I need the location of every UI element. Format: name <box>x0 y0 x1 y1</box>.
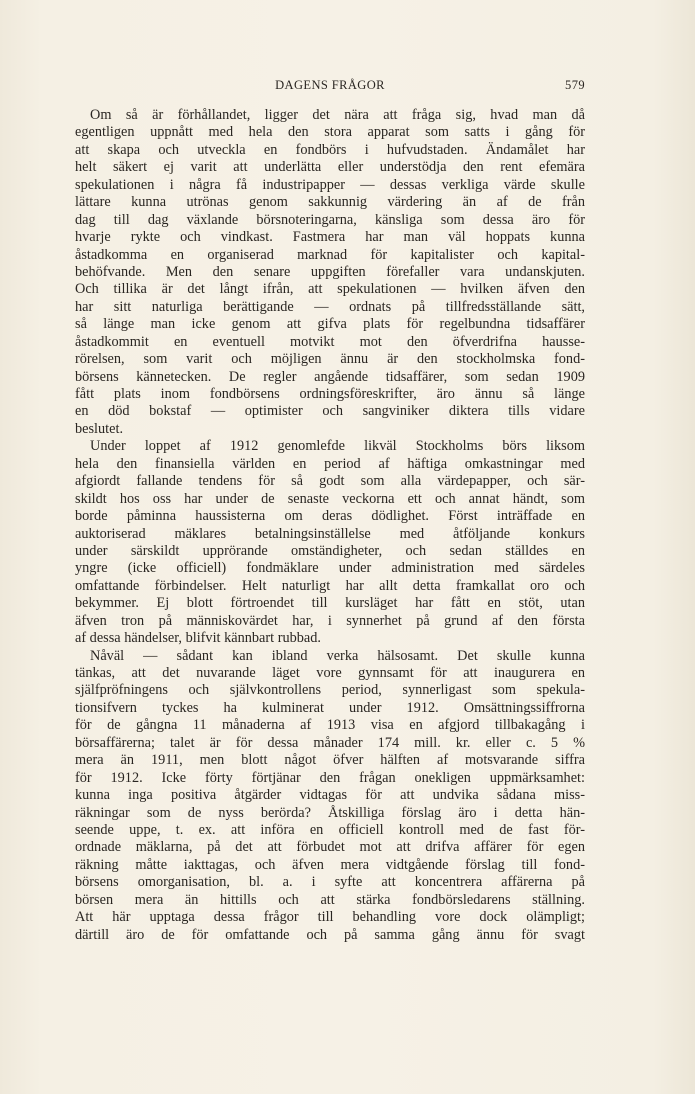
text-line: att skapa och utveckla en fondbörs i hufvudstaden. Ändamålet har <box>75 141 585 158</box>
text-line: bekymmer. Ej blott förtroendet till kursläget har fått en stöt, utan <box>75 595 585 612</box>
text-line: för de gångna 11 månaderna af 1913 visa en afgjord tillbakagång i <box>75 717 585 734</box>
text-line: egentligen uppnått med hela den stora apparat som satts i gång för <box>75 124 585 141</box>
text-line: räkning måtte iakttagas, och äfven mera vidtgående förslag till fond- <box>75 856 585 873</box>
text-line: Och tillika är det långt ifrån, att spekulationen — hvilken äfven den <box>75 281 585 298</box>
text-line: har sitt naturliga berättigande — ordnats på tillfredsställande sätt, <box>75 298 585 315</box>
text-line: åstadkomma en organiserad marknad för kapitalister och kapital- <box>75 246 585 263</box>
text-line: för 1912. Icke förty förtjänar den frågan onekligen uppmärksamhet: <box>75 769 585 786</box>
text-line: rörelsen, som varit och möjligen ännu är den stockholmska fond- <box>75 351 585 368</box>
text-line: kunna inga positiva åtgärder vidtagas för att undvika sådana miss- <box>75 787 585 804</box>
text-line: auktoriserad mäklares betalningsinställelse med åtföljande konkurs <box>75 525 585 542</box>
text-line: lättare kunna utrönas genom sakkunnig värdering än af de från <box>75 194 585 211</box>
page-number: 579 <box>565 78 585 92</box>
text-line: borde påminna haussisterna om deras dödlighet. Först inträffade en <box>75 508 585 525</box>
text-line: omfattande förbindelser. Helt naturligt har allt detta framkallat oro och <box>75 577 585 594</box>
text-line: räkningar som de nyss berörda? Åtskilliga förslag äro i detta hän- <box>75 804 585 821</box>
text-line: själfpröfningens och självkontrollens period, synnerligast som spekula- <box>75 682 585 699</box>
text-line: åstadkommit en eventuell motvikt mot den öfverdrifna hausse- <box>75 333 585 350</box>
text-line: så länge man icke genom att gifva plats för regelbundna tidsaffärer <box>75 316 585 333</box>
page-header <box>75 78 585 98</box>
text-line: af dessa händelser, blifvit kännbart rubbad. <box>75 630 321 647</box>
text-line: under särskildt upprörande omständigheter, och sedan ställdes en <box>75 542 585 559</box>
text-line: därtill äro de för omfattande och på samma gång ännu för svagt <box>75 926 585 943</box>
text-line: börsens kännetecken. De regler angående tidsaffärer, som sedan 1909 <box>75 368 585 385</box>
text-line: spekulationen i några få industripapper — dessas verkliga värde skulle <box>75 176 585 193</box>
body-text <box>75 107 585 944</box>
text-line: afgiordt fallande tendens för så godt som alla värdepapper, och sär- <box>75 473 585 490</box>
text-line: tionsifvern tyckes ha kulminerat under 1912. Omsättningssiffrorna <box>75 699 585 716</box>
text-line: helt säkert ej varit att underlätta eller understödja den rent efemära <box>75 159 585 176</box>
text-line: en död bokstaf — optimister och sangviniker diktera tills vidare <box>75 403 585 420</box>
text-line: Att här upptaga dessa frågor till behandling vore dock olämpligt; <box>75 909 585 926</box>
text-line: börsens omorganisation, bl. a. i syfte att koncentrera affärerna på <box>75 874 585 891</box>
text-line: ordnade mäklarna, på det att förbudet mot att drifva affärer för egen <box>75 839 585 856</box>
text-line: beslutet. <box>75 420 124 437</box>
text-line: mera än 1911, men blott något öfver hälften af motsvarande siffra <box>75 752 585 769</box>
text-line: fått plats inom fondbörsens ordningsföreskrifter, äro ännu så länge <box>75 386 585 402</box>
text-line: Nåväl — sådant kan ibland verka hälsosamt. Det skulle kunna <box>90 647 585 664</box>
text-line: skildt hos oss har under de senaste veckorna ett och annat händt, som <box>75 490 585 507</box>
text-line: behöfvande. Men den senare uppgiften förefaller vara undanskjuten. <box>75 263 585 280</box>
text-line: äfven tron på människovärdet har, i synnerhet på grund af den första <box>75 612 585 629</box>
running-title: DAGENS FRÅGOR <box>275 78 385 92</box>
text-line: dag till dag växlande börsnoteringarna, känsliga som dessa äro för <box>75 211 585 228</box>
text-line: seende uppe, t. ex. att införa en officiell kontroll med de fast för- <box>75 821 585 838</box>
text-line: börsaffärerna; talet är för dessa månader 174 mill. kr. eller c. 5 % <box>75 734 585 751</box>
text-line: tänkas, att det nuvarande läget vore gynnsamt för att inaugurera en <box>75 665 585 681</box>
text-line: börsen mera än hittills och att stärka fondbörsledarens ställning. <box>75 891 585 908</box>
text-line: Om så är förhållandet, ligger det nära att fråga sig, hvad man då <box>90 107 585 123</box>
text-line: hela den finansiella världen en period af häftiga omkastningar med <box>75 455 585 472</box>
text-line: hvarje rykte och vindkast. Fastmera har man väl hoppats kunna <box>75 229 585 246</box>
text-line: yngre (icke officiell) fondmäklare under administration med särdeles <box>75 560 585 577</box>
text-line: Under loppet af 1912 genomlefde likväl Stockholms börs liksom <box>90 438 585 455</box>
